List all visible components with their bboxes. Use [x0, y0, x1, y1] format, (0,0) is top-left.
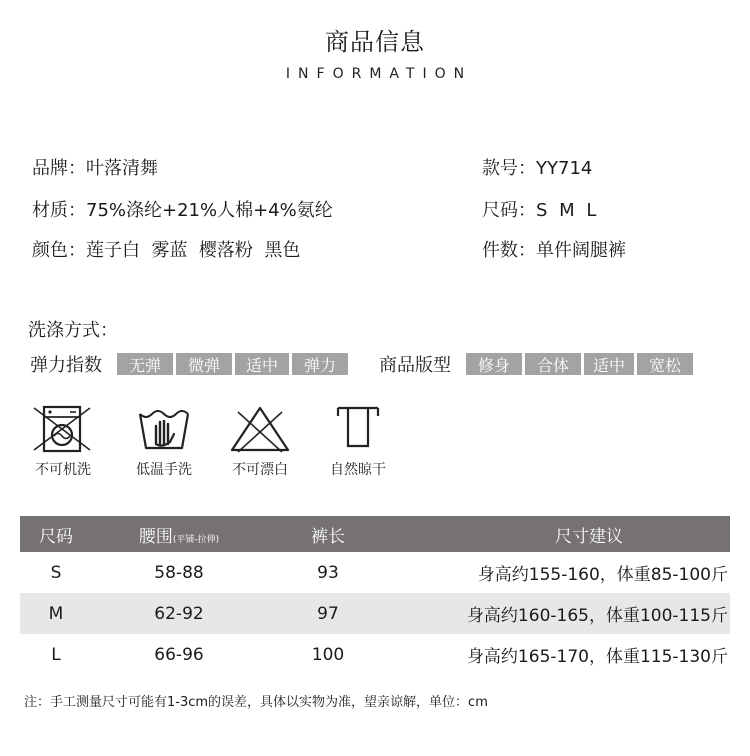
elasticity-tags	[117, 353, 348, 375]
care-label-no-bleach: 不可漂白	[232, 462, 288, 478]
cell-waist: 62-92	[154, 603, 204, 624]
fit-option: 宽松	[637, 353, 693, 375]
page-subtitle: INFORMATION	[285, 66, 473, 82]
table-header	[20, 516, 730, 552]
fit-label: 商品版型	[379, 355, 451, 376]
no-machine-wash-icon	[30, 404, 94, 454]
cell-advice: 身高约165-170，体重115-130斤	[466, 647, 728, 667]
line-dry-icon	[326, 404, 390, 454]
page-title: 商品信息	[325, 28, 425, 56]
no-bleach-icon	[228, 404, 292, 454]
size-info: 尺码：S M L	[482, 200, 597, 221]
cell-length: 93	[317, 562, 339, 583]
fit-option: 合体	[525, 353, 581, 375]
care-label-line-dry: 自然晾干	[330, 462, 386, 478]
color-info: 颜色：莲子白 雾蓝 樱落粉 黑色	[32, 240, 301, 261]
wash-method-label: 洗涤方式：	[28, 320, 118, 341]
care-item-no-bleach	[228, 404, 292, 458]
fit-tags	[466, 353, 693, 375]
table-row	[20, 634, 730, 675]
cell-size: M	[48, 603, 64, 624]
care-item-no-machine-wash	[30, 404, 94, 458]
cell-advice: 身高约155-160，体重85-100斤	[477, 565, 728, 585]
pieces-info: 件数：单件阔腿裤	[482, 240, 626, 261]
care-label-no-machine-wash: 不可机洗	[35, 462, 91, 478]
elasticity-option: 无弹	[117, 353, 173, 375]
fit-option: 修身	[466, 353, 522, 375]
material-info: 材质：75%涤纶+21%人棉+4%氨纶	[32, 200, 333, 221]
table-row	[20, 552, 730, 593]
care-item-hand-wash	[132, 404, 196, 458]
table-row	[20, 593, 730, 634]
cell-size: S	[50, 562, 62, 583]
measurement-note: 注：手工测量尺寸可能有1-3cm的误差，具体以实物为准，望亲谅解，单位：cm	[24, 695, 488, 710]
size-table	[20, 516, 730, 675]
cell-length: 100	[311, 644, 345, 665]
care-label-hand-wash: 低温手洗	[136, 462, 192, 478]
cell-length: 97	[317, 603, 339, 624]
fit-option: 适中	[584, 353, 634, 375]
care-item-line-dry	[326, 404, 390, 458]
cell-waist: 66-96	[154, 644, 204, 665]
header-waist	[92, 522, 266, 547]
header-size: 尺码	[39, 526, 73, 547]
header-advice: 尺寸建议	[555, 526, 623, 547]
cell-advice: 身高约160-165，体重100-115斤	[466, 606, 728, 626]
elasticity-option: 微弹	[176, 353, 232, 375]
brand-info: 品牌：叶落清舞	[32, 158, 158, 179]
elasticity-option: 弹力	[292, 353, 348, 375]
elasticity-label: 弹力指数	[30, 355, 102, 376]
header-waist-label: 腰围	[138, 526, 173, 547]
style-number-info: 款号：YY714	[482, 158, 593, 179]
hand-wash-icon	[132, 404, 196, 454]
cell-size: L	[51, 644, 61, 665]
header-length: 裤长	[311, 526, 345, 547]
elasticity-option: 适中	[235, 353, 289, 375]
cell-waist: 58-88	[154, 562, 204, 583]
header-waist-note: (平铺-拉伸)	[172, 534, 220, 545]
